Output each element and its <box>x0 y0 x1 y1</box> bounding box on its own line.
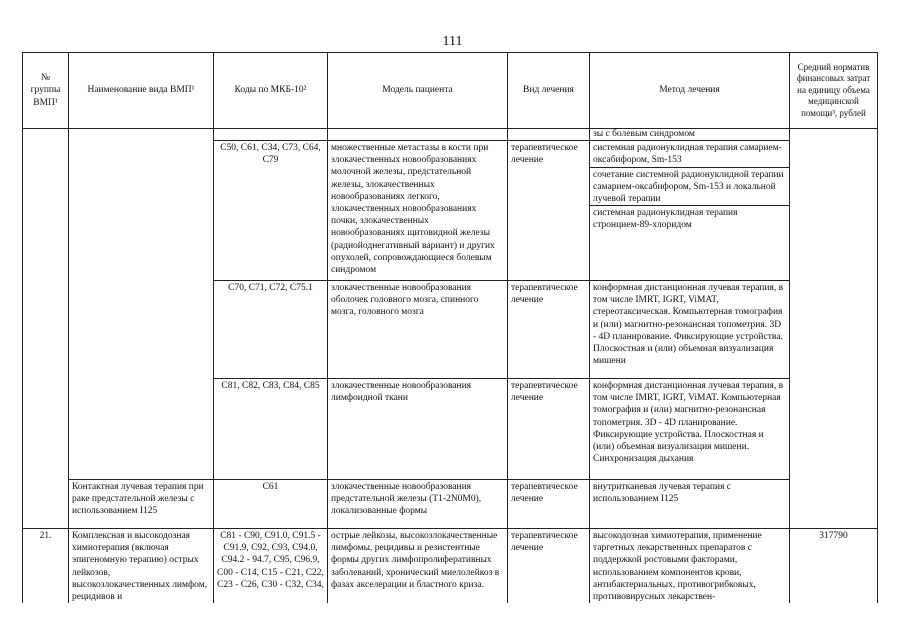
header-vmp-name: Наименование вида ВМП¹ <box>69 53 214 129</box>
avg-cost-cell <box>790 129 878 529</box>
codes-cell: C81, C82, C83, C84, C85 <box>214 379 328 480</box>
header-patient-model: Модель пациента <box>328 53 508 129</box>
method-cell: зы с болевым синдромом <box>590 129 790 141</box>
header-group-no: № группы ВМП¹ <box>23 53 69 129</box>
method-cell: системная радионуклидная терапия стронцием-89-хлоридом <box>590 206 790 281</box>
model-cell <box>328 129 508 141</box>
header-treatment-type: Вид лечения <box>508 53 590 129</box>
avg-cost-value: 317790 <box>790 529 878 603</box>
header-treatment-method: Метод лечения <box>590 53 790 129</box>
type-cell: терапевтическое лечение <box>508 529 590 603</box>
header-avg-cost: Средний норматив финансовых затрат на единицу объема медицинской помощи³, рублей <box>790 53 878 129</box>
method-cell: конформная дистанционная лучевая терапия, в том числе IMRT, IGRT, ViMAT, стереотаксическая. Компьютерная томография и (или) магнитно-резонансная топометрия. 3D - 4D планирование. Фиксирующие устройства. Плоскостная и (или) объемная визуализация мишени <box>590 281 790 379</box>
method-cell: высокодозная химиотерапия, применение таргетных лекарственных препаратов с поддержкой ростовыми факторами, использованием компонентов крови, антибактериальных, противогрибковых, противовирусных лекарствен- <box>590 529 790 603</box>
codes-cell <box>214 129 328 141</box>
model-cell: злокачественные новообразования предстательной железы (T1-2N0M0), локализованные формы <box>328 480 508 529</box>
vmp-name-cell <box>69 129 214 480</box>
type-cell <box>508 129 590 141</box>
codes-cell: C81 - C90, C91.0, C91.5 - C91.9, C92, C93, C94.0, C94.2 - 94.7, C95, C96.9, C00 - C14, C15 - C21, C22, C23 - C26, C30 - C32, C34, <box>214 529 328 603</box>
method-cell: внутритканевая лучевая терапия с использованием I125 <box>590 480 790 529</box>
type-cell: терапевтическое лечение <box>508 281 590 379</box>
medical-care-table <box>22 52 878 603</box>
type-cell: терапевтическое лечение <box>508 480 590 529</box>
model-cell: множественные метастазы в кости при злокачественных новообразованиях молочной железы, предстательной железы, злокачественных новообразованиях легкого, злокачественных новообразованиях почки, злокачественных новообразованиях щитовидной железы (радиойоднегативный вариант) и других опухолей, сопровождающиеся болевым синдромом <box>328 141 508 281</box>
page-number: 111 <box>442 34 463 49</box>
method-cell: сочетание системной радионуклидной терапии самарием-оксабифором, Sm-153 и локальной лучевой терапии <box>590 168 790 206</box>
header-icd-codes: Коды по МКБ-10² <box>214 53 328 129</box>
vmp-name-cell: Комплексная и высокодозная химиотерапия (включая эпигеномную терапию) острых лейкозов, высокозлокачественных лимфом, рецидивов и <box>69 529 214 603</box>
vmp-name-cell: Контактная лучевая терапия при раке предстательной железы с использованием I125 <box>69 480 214 529</box>
method-cell: системная радионуклидная терапия самарием-оксабифором, Sm-153 <box>590 141 790 168</box>
group-no-cell <box>23 129 69 529</box>
model-cell: острые лейкозы, высокозлокачественные лимфомы, рецидивы и резистентные формы других лимфопролиферативных заболеваний, хронический миелолейкоз в фазах акселерации и бластного криза. <box>328 529 508 603</box>
model-cell: злокачественные новообразования оболочек головного мозга, спинного мозга, головного мозга <box>328 281 508 379</box>
model-cell: злокачественные новообразования лимфоидной ткани <box>328 379 508 480</box>
codes-cell: C61 <box>214 480 328 529</box>
codes-cell: C70, C71, C72, C75.1 <box>214 281 328 379</box>
method-cell: конформная дистанционная лучевая терапия, в том числе IMRT, IGRT, ViMAT. Компьютерная томография и (или) магнитно-резонансная топометрия. 3D - 4D планирование. Фиксирующие устройства. Плоскостная и (или) объемная визуализация мишени. Синхронизация дыхания <box>590 379 790 480</box>
group-no-cell: 21. <box>23 529 69 603</box>
type-cell: терапевтическое лечение <box>508 379 590 480</box>
type-cell: терапевтическое лечение <box>508 141 590 281</box>
codes-cell: C50, C61, C34, C73, C64, C79 <box>214 141 328 281</box>
